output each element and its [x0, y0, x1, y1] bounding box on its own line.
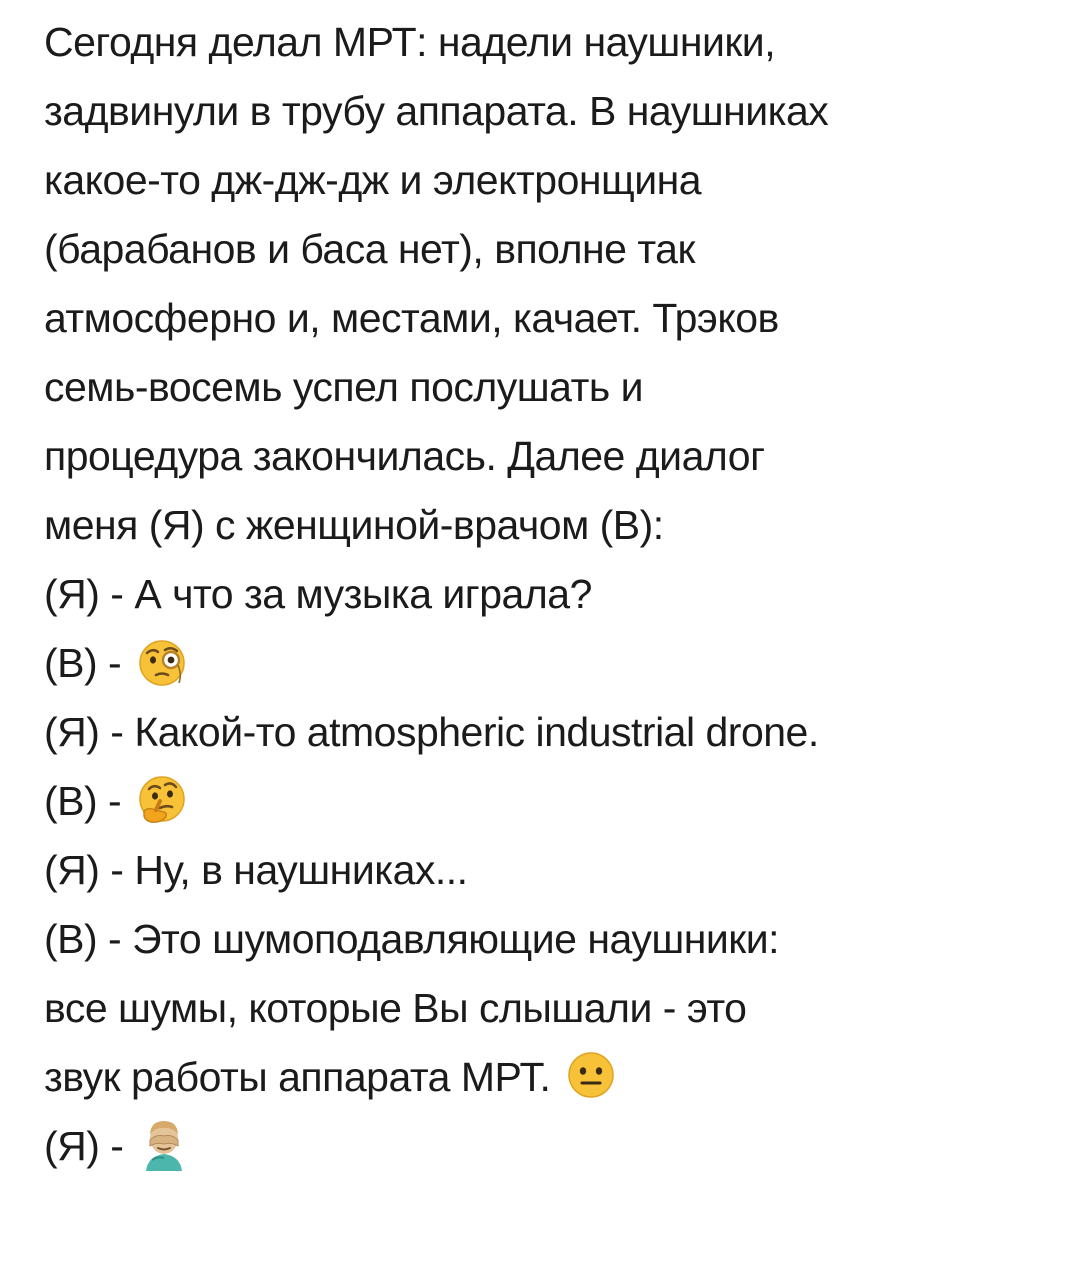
paragraph-line: процедура закончилась. Далее диалог	[44, 433, 765, 479]
dialog-line	[44, 1043, 1054, 1112]
dialog-line-text: все шумы, которые Вы слышали - это	[44, 985, 747, 1031]
dialog-line	[44, 767, 1054, 836]
dialog-line-text: (Я) -	[44, 1123, 135, 1169]
dialog-line	[44, 698, 1054, 767]
dialog-line-text: (Я) - Какой-то atmospheric industrial drone.	[44, 709, 819, 755]
thinking-face-icon	[134, 771, 190, 827]
dialog-line	[44, 974, 1054, 1043]
paragraph-line: атмосферно и, местами, качает. Трэков	[44, 295, 779, 341]
paragraph-line: (барабанов и баса нет), вполне так	[44, 226, 695, 272]
paragraph-line: меня (Я) с женщиной-врачом (В):	[44, 502, 664, 548]
neutral-face-icon	[563, 1047, 619, 1103]
paragraph-line: Сегодня делал МРТ: надели наушники,	[44, 19, 776, 65]
dialog-line	[44, 560, 1054, 629]
dialog-line	[44, 836, 1054, 905]
dialog-line	[44, 629, 1054, 698]
paragraph-line: какое-то дж-дж-дж и электронщина	[44, 157, 702, 203]
post-text	[44, 8, 1054, 1181]
dialog-line-text: звук работы аппарата МРТ.	[44, 1054, 562, 1100]
paragraph-line: задвинули в трубу аппарата. В наушниках	[44, 88, 829, 134]
dialog-line-text: (В) - Это шумоподавляющие наушники:	[44, 916, 780, 962]
dialog-line-text: (В) -	[44, 778, 133, 824]
dialog-line	[44, 1112, 1054, 1181]
dialog-line-text: (В) -	[44, 640, 133, 686]
dialog-line-text: (Я) - Ну, в наушниках...	[44, 847, 468, 893]
face-with-monocle-icon	[134, 633, 190, 689]
man-facepalming-icon	[136, 1116, 192, 1172]
dialog-line-text: (Я) - А что за музыка играла?	[44, 571, 592, 617]
dialog-line	[44, 905, 1054, 974]
paragraph-line: семь-восемь успел послушать и	[44, 364, 644, 410]
